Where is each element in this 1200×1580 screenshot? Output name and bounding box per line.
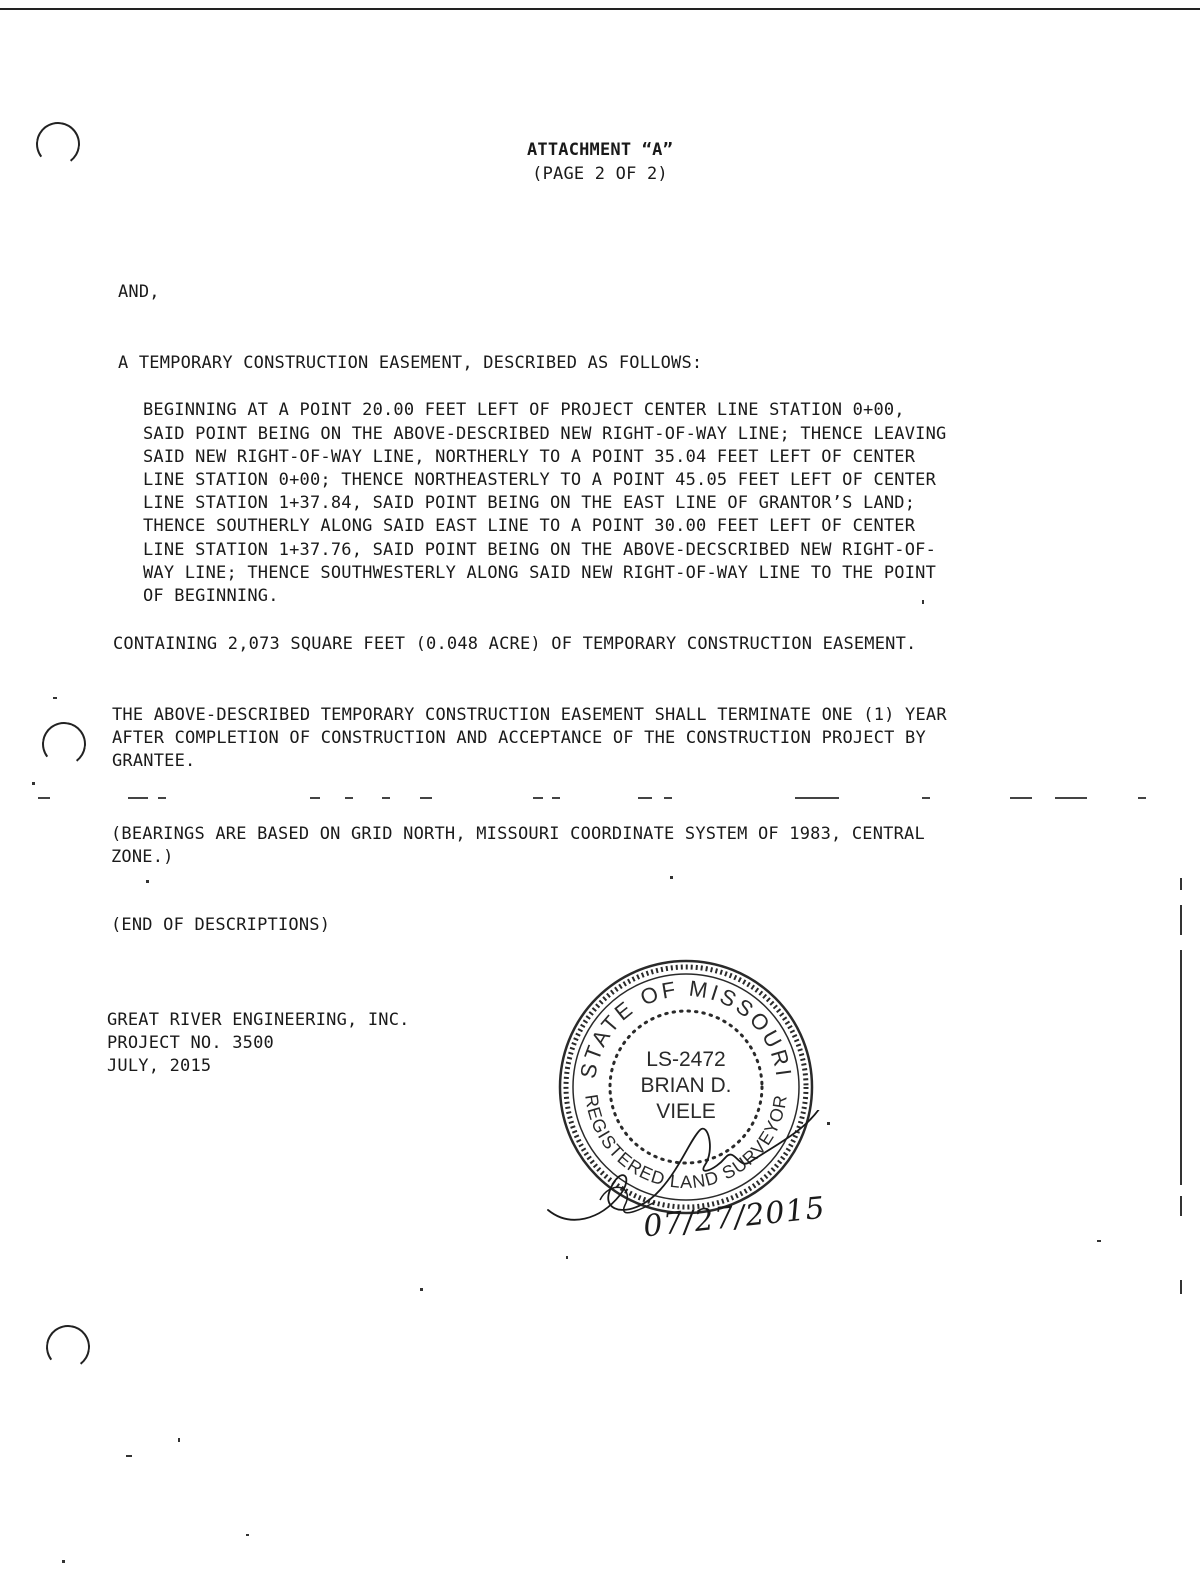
description-line: SAID NEW RIGHT-OF-WAY LINE, NORTHERLY TO A POINT 35.04 FEET LEFT OF CENTER xyxy=(143,447,916,467)
easement-intro: A TEMPORARY CONSTRUCTION EASEMENT, DESCRIBED AS FOLLOWS: xyxy=(118,353,703,373)
handwritten-date: 07/27/2015 xyxy=(641,1190,828,1245)
company-name: GREAT RIVER ENGINEERING, INC. xyxy=(107,1010,410,1030)
description-line: BEGINNING AT A POINT 20.00 FEET LEFT OF PROJECT CENTER LINE STATION 0+00, xyxy=(143,400,905,420)
end-of-descriptions: (END OF DESCRIPTIONS) xyxy=(111,915,331,935)
description-line: OF BEGINNING. xyxy=(143,586,279,606)
scan-speck xyxy=(420,1288,423,1291)
punch-hole-bottom xyxy=(43,1322,93,1372)
termination-line: AFTER COMPLETION OF CONSTRUCTION AND ACCEPTANCE OF THE CONSTRUCTION PROJECT BY xyxy=(112,728,926,748)
edge-scan-mark xyxy=(1180,950,1182,1185)
punch-hole-middle xyxy=(39,719,89,769)
area-statement: CONTAINING 2,073 SQUARE FEET (0.048 ACRE) OF TEMPORARY CONSTRUCTION EASEMENT. xyxy=(113,634,917,654)
termination-line: THE ABOVE-DESCRIBED TEMPORARY CONSTRUCTION EASEMENT SHALL TERMINATE ONE (1) YEAR xyxy=(112,705,947,725)
scan-speck xyxy=(1097,1240,1101,1242)
scan-speck xyxy=(246,1534,249,1536)
scan-speck xyxy=(922,600,924,604)
scan-artifact-dashes xyxy=(0,797,1200,801)
edge-scan-mark xyxy=(1180,878,1182,890)
punch-hole-top xyxy=(33,119,83,169)
description-line: WAY LINE; THENCE SOUTHWESTERLY ALONG SAID NEW RIGHT-OF-WAY LINE TO THE POINT xyxy=(143,563,937,583)
edge-scan-mark xyxy=(1180,1280,1182,1294)
seal-outer-bottom-text: REGISTERED LAND SURVEYOR xyxy=(581,1092,791,1193)
bearings-line: (BEARINGS ARE BASED ON GRID NORTH, MISSOURI COORDINATE SYSTEM OF 1983, CENTRAL xyxy=(111,824,925,844)
seal-outer-top-text: STATE OF MISSOURI xyxy=(575,975,797,1081)
scan-speck xyxy=(53,697,57,699)
description-line: LINE STATION 1+37.76, SAID POINT BEING ON THE ABOVE-DECSCRIBED NEW RIGHT-OF- xyxy=(143,540,937,560)
project-number: PROJECT NO. 3500 xyxy=(107,1033,274,1053)
description-line: THENCE SOUTHERLY ALONG SAID EAST LINE TO A POINT 30.00 FEET LEFT OF CENTER xyxy=(143,516,916,536)
bearings-line: ZONE.) xyxy=(111,847,174,867)
description-line: SAID POINT BEING ON THE ABOVE-DESCRIBED NEW RIGHT-OF-WAY LINE; THENCE LEAVING xyxy=(143,424,947,444)
page-number-label: (PAGE 2 OF 2) xyxy=(532,164,668,184)
scan-speck xyxy=(566,1256,568,1259)
termination-line: GRANTEE. xyxy=(112,751,196,771)
edge-scan-mark xyxy=(1180,905,1182,935)
scan-speck xyxy=(146,880,149,883)
seal-license-number: LS-2472 xyxy=(646,1048,726,1071)
top-edge-rule xyxy=(0,8,1200,10)
scan-speck xyxy=(178,1438,180,1442)
description-line: LINE STATION 1+37.84, SAID POINT BEING ON THE EAST LINE OF GRANTOR’S LAND; xyxy=(143,493,916,513)
scan-speck xyxy=(827,1122,830,1125)
scan-speck xyxy=(32,782,35,785)
and-connector: AND, xyxy=(118,282,160,302)
seal-name-line1: BRIAN D. xyxy=(640,1074,732,1097)
scan-speck xyxy=(126,1455,132,1457)
seal-name-line2: VIELE xyxy=(656,1100,716,1123)
document-title: ATTACHMENT “A” xyxy=(526,140,674,160)
description-line: LINE STATION 0+00; THENCE NORTHEASTERLY TO A POINT 45.05 FEET LEFT OF CENTER xyxy=(143,470,937,490)
scan-speck xyxy=(670,876,673,879)
scan-speck xyxy=(62,1560,65,1563)
edge-scan-mark xyxy=(1180,1196,1182,1216)
document-date: JULY, 2015 xyxy=(107,1056,212,1076)
